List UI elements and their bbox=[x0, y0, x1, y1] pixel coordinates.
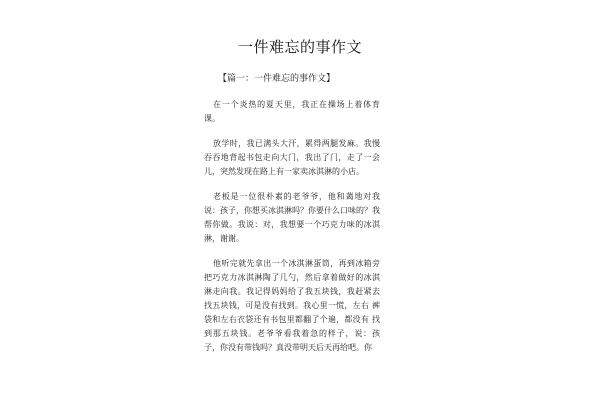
paragraph-3: 老板是一位很朴素的老爷爷，他和蔼地对我说：孩子，你想买冰淇淋吗？你要什么口味的？我帮你做。我说：对，我想要一个巧克力味的冰淇淋，谢谢。 bbox=[204, 192, 380, 243]
paragraph-2: 放学时，我已满头大汗，累得两腿发麻。我慢 吞吞地背起书包走向大门，我出了门，走了一会 儿，突然发现在路上有一家卖冰淇淋的小店。 bbox=[204, 139, 380, 176]
document-title: 一件难忘的事作文 bbox=[237, 38, 362, 56]
paragraph-1: 在一个炎热的夏天里，我正在操场上着体育课。 bbox=[204, 100, 380, 123]
paragraph-4: 他听完就先拿出一个冰淇淋蛋筒，再到冰箱旁 把巧克力冰淇淋陶了几勺，然后拿着做好的冰淇 淋走向我。我记得妈妈给了我五块钱，我赶紧去 找五块钱，可是没有找到。我心里一慌，左右 裤袋和左右衣袋还有书包里都翻了个遍，都没有 找到那五块钱。老爷爷看我着急的样子，说：孩 子，你没有带钱吗？真没带明天后天再给吧。你 bbox=[204, 259, 380, 352]
section-heading: 【篇一：一件难忘的事作文】 bbox=[218, 74, 336, 84]
body-text bbox=[204, 98, 380, 366]
